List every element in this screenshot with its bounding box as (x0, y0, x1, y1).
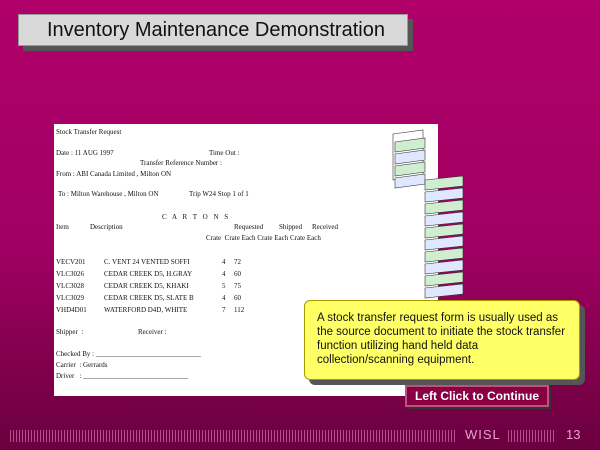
doc-row-crate: 4 (222, 258, 226, 266)
doc-row-desc: CEDAR CREEK D5, KHAKI (104, 282, 189, 290)
doc-cartons: C A R T O N S (162, 213, 231, 221)
doc-date: Date : 11 AUG 1997 (56, 149, 114, 157)
doc-row-item: VLC3029 (56, 294, 84, 302)
footer-barcode-decoration (10, 430, 455, 442)
doc-col-received: Received (312, 223, 339, 231)
doc-row-desc: C. VENT 24 VENTED SOFFI (104, 258, 190, 266)
doc-row-each: 112 (234, 306, 245, 314)
continue-button[interactable] (405, 385, 549, 407)
doc-receiver: Receiver : (138, 328, 167, 336)
doc-row-desc: CEDAR CREEK D5, H.GRAY (104, 270, 193, 278)
doc-row-crate: 5 (222, 282, 226, 290)
continuous-paper-icon (385, 124, 495, 324)
doc-trip: Trip W24 Stop 1 of 1 (189, 190, 249, 198)
doc-row-item: VLC3026 (56, 270, 84, 278)
doc-col-desc: Description (90, 223, 123, 231)
doc-time-out: Time Out : (209, 149, 240, 157)
continue-button-label: Left Click to Continue (415, 389, 539, 403)
doc-row-desc: WATERFORD D4D, WHITE (104, 306, 188, 314)
footer-barcode-decoration (508, 430, 554, 442)
slide-title-text: Inventory Maintenance Demonstration (47, 18, 385, 41)
page-number: 13 (566, 427, 581, 442)
doc-header: Stock Transfer Request (56, 128, 122, 136)
doc-carrier: Carrier : Gerrards (56, 361, 108, 369)
doc-col-item: Item (56, 223, 69, 231)
doc-row-crate: 4 (222, 294, 226, 302)
doc-row-each: 60 (234, 294, 241, 302)
doc-col-shipped: Shipped (279, 223, 302, 231)
doc-row-each: 72 (234, 258, 241, 266)
doc-subhead: Crate Crate Each Crate Each Crate Each (206, 234, 321, 242)
doc-row-crate: 7 (222, 306, 226, 314)
doc-row-desc: CEDAR CREEK D5, SLATE B (104, 294, 194, 302)
doc-row-each: 75 (234, 282, 241, 290)
doc-from: From : ABI Canada Limited , Milton ON (56, 170, 172, 178)
doc-reference: Transfer Reference Number : (140, 159, 222, 167)
doc-row-item: VHD4D01 (56, 306, 87, 314)
doc-row-item: VLC3028 (56, 282, 84, 290)
info-callout (304, 300, 580, 380)
doc-row-crate: 4 (222, 270, 226, 278)
doc-col-requested: Requested (234, 223, 264, 231)
doc-to: To : Milton Warehouse , Milton ON (58, 190, 159, 198)
doc-shipper: Shipper : (56, 328, 84, 336)
doc-driver: Driver : ______________________________ (56, 372, 189, 380)
doc-checked-by: Checked By : ______________________________ (56, 350, 201, 358)
doc-row-each: 60 (234, 270, 241, 278)
slide-title (18, 14, 408, 46)
footer-brand: WISL (465, 427, 501, 442)
doc-row-item: VECV201 (56, 258, 86, 266)
callout-text: A stock transfer request form is usually used as the source document to initiate the stock transfer function utilizing hand held data collection/scanning equipment. (317, 312, 566, 366)
